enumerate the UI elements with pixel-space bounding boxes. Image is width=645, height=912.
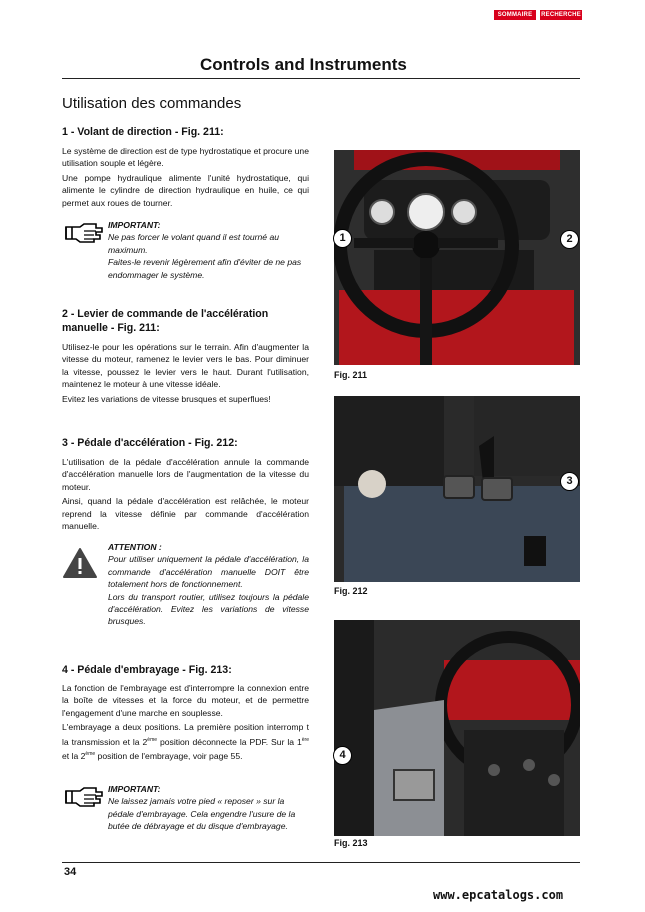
recherche-button[interactable]: RECHERCHE [541, 12, 581, 18]
section-4-heading: 4 - Pédale d'embrayage - Fig. 213: [62, 664, 232, 676]
hand-pointer-icon [64, 785, 104, 809]
figure-213-caption: Fig. 213 [334, 838, 368, 848]
section-3-p2: Ainsi, quand la pédale d'accélération est relâchée, le moteur reprend la vitesse définie par commande d'accélération manuelle. [62, 496, 309, 532]
section-1-note-line1: Ne pas forcer le volant quand il est tourné au maximum. [108, 232, 280, 255]
section-2-p1: Utilisez-le pour les opérations sur le terrain. Afin d'augmenter la vitesse du moteur, ramenez le levier vers le bas. Pour diminuer la vitesse, poussez le levier vers le haut. Durant l'utilisation, maintenez le moteur à une vitesse idéale. [62, 342, 309, 390]
hand-pointer-icon [64, 221, 104, 245]
section-1-note-label: IMPORTANT: [108, 220, 161, 230]
section-1-note [108, 219, 311, 281]
section-4-p1: La fonction de l'embrayage est d'interrompre la connexion entre la boîte de vitesses et la force du moteur, et de permettre l'engagement d'une marche en souplesse. [62, 683, 309, 718]
section-4-note-line1: Ne laissez jamais votre pied « reposer » sur la pédale d'embrayage. Cela engendre l'usure de la butée de débrayage et du disque d'embrayage. [108, 796, 296, 832]
figure-212-callout-3: 3 [560, 472, 579, 491]
section-3-p1: L'utilisation de la pédale d'accélération annule la commande d'accélération manuelle lors de l'augmentation de la vitesse du moteur. [62, 457, 309, 492]
figure-212-photo [334, 396, 580, 582]
section-1-p1: Le système de direction est de type hydrostatique et procure une utilisation souple et légère. [62, 146, 309, 169]
figure-213-callout-4: 4 [333, 746, 352, 765]
title-rule [62, 78, 580, 79]
section-1-heading: 1 - Volant de direction - Fig. 211: [62, 126, 224, 138]
page-title: Controls and Instruments [200, 55, 407, 74]
section-2-heading: 2 - Levier de commande de l'accélération manuelle - Fig. 211: [62, 308, 269, 334]
section-title: Utilisation des commandes [62, 95, 242, 112]
figure-213-photo [334, 620, 580, 836]
section-3 [62, 436, 309, 532]
section-4-p2: L'embrayage a deux positions. La première position interromp t la transmission et la 2ème position déconnecte la PDF. Sur la 1ère et la 2ème position de l'embrayage, voir page 55. [62, 722, 309, 761]
warning-triangle-icon [62, 547, 98, 579]
section-1 [62, 125, 309, 209]
figure-211-caption: Fig. 211 [334, 370, 368, 380]
footer-rule [62, 862, 580, 863]
section-4-note [108, 783, 309, 833]
watermark: www.epcatalogs.com [433, 888, 564, 902]
section-1-note-line2: Faites-le revenir légèrement afin d'éviter de ne pas endommager le système. [108, 257, 302, 280]
section-3-note-label: ATTENTION : [108, 542, 162, 552]
figure-212-caption: Fig. 212 [334, 586, 368, 596]
figure-211-callout-2: 2 [560, 230, 579, 249]
section-3-note-line1: Pour utiliser uniquement la pédale d'accélération, la commande d'accélération manuelle DOIT être totalement hors de fonctionnement. [108, 554, 309, 590]
sommaire-button[interactable]: SOMMAIRE [494, 10, 536, 20]
section-3-note-line2: Lors du transport routier, utilisez toujours la pédale d'accélération. Evitez les variations de vitesse brusques. [108, 591, 309, 627]
section-1-p2: Une pompe hydraulique alimente l'unité hydrostatique, qui alimente le cylindre de direction hydraulique en huile, ce qui permet aux roues de tourner. [62, 172, 309, 208]
figure-211-photo [334, 150, 580, 365]
section-3-heading: 3 - Pédale d'accélération - Fig. 212: [62, 437, 238, 449]
section-2-p2: Evitez les variations de vitesse brusques et superflues! [62, 393, 271, 404]
section-2 [62, 307, 309, 405]
section-4-note-label: IMPORTANT: [108, 784, 161, 794]
section-4 [62, 663, 309, 762]
page-number: 34 [64, 866, 77, 878]
figure-211-callout-1: 1 [333, 229, 352, 248]
section-3-note [108, 541, 309, 628]
